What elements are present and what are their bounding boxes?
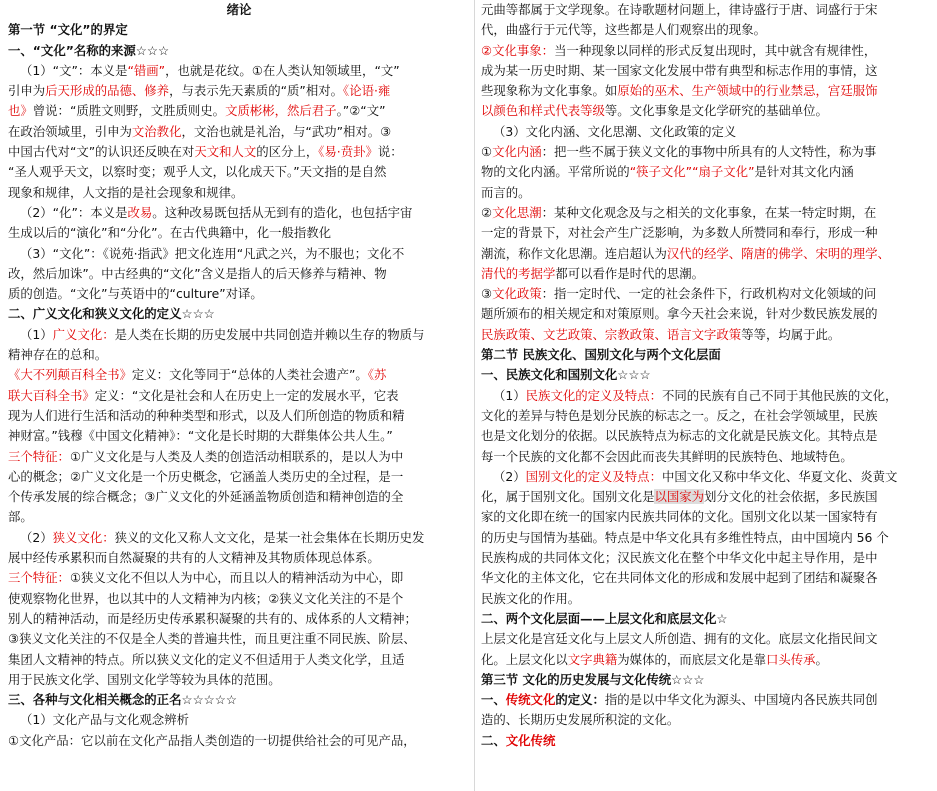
text-segment: 《易·贲卦》 (318, 144, 378, 160)
text-segment: 三个特征： (8, 570, 70, 586)
text-segment: 改易 (127, 204, 153, 220)
text-segment: 口头传承 (765, 651, 816, 667)
text-line (8, 589, 470, 609)
text-segment: 一、民族文化和国别文化☆☆☆ (481, 367, 651, 383)
text-segment: 别人的精神活动，而是经历史传承累积凝聚的共有的、成体系的人文精神； (8, 610, 417, 626)
text-segment: 《苏 (367, 367, 387, 383)
text-segment: ①广义文化是与人类及人类的创造活动相联系的，是以人为中 (69, 448, 404, 464)
text-segment: ③ (481, 286, 493, 302)
text-line (481, 0, 933, 20)
text-segment: 划分文化的社会依据，多民族国 (704, 489, 878, 505)
text-line (8, 142, 470, 162)
text-segment: “错画” (127, 62, 166, 78)
text-segment: 用于民族文化学、国别文化学等较为具体的范围。 (8, 671, 281, 687)
text-segment: 联大百科全书》 (8, 387, 95, 403)
text-segment: 中国文化又称中华文化、华夏文化、炎黄文 (661, 468, 898, 484)
text-segment: （3）文化内涵、文化思潮、文化政策的定义 (493, 123, 737, 139)
text-segment: 都可以看作是时代的思潮。 (555, 265, 705, 281)
text-line (8, 548, 470, 568)
text-line (481, 568, 933, 588)
text-segment: 传统文化 (505, 692, 556, 708)
text-line (8, 426, 470, 446)
text-segment: 文化思潮 (492, 204, 542, 220)
text-segment: 狭义的文化又称人文文化，是某一社会集体在长期历史发 (114, 529, 425, 545)
text-segment: 也》 (8, 103, 33, 119)
text-line (481, 223, 933, 243)
text-segment: 元曲等都属于文学现象。在诗歌题材问题上，律诗盛行于唐、词盛行于宋 (481, 2, 878, 17)
text-line (481, 731, 933, 751)
text-line (481, 528, 933, 548)
text-segment: 的区分上， (256, 144, 319, 160)
text-segment: 题所颁布的相关规定和对策原则。拿今天社会来说，针对少数民族发展的 (481, 306, 878, 322)
text-segment: 为媒体的，而底层文化是靠 (617, 651, 766, 667)
text-line (481, 162, 933, 182)
text-line (8, 690, 470, 710)
text-line (481, 81, 933, 101)
text-segment: 化，属于国别文化。国别文化是 (481, 489, 655, 505)
text-segment: 《论语·雍 (343, 83, 391, 99)
text-segment: 广义文化： (52, 326, 115, 342)
text-line (8, 365, 470, 385)
text-line (481, 20, 933, 40)
text-line (481, 487, 933, 507)
text-segment: （1） (493, 387, 526, 403)
text-segment: 二、广义文化和狭义文化的定义☆☆☆ (8, 306, 215, 322)
text-segment: （2） (20, 529, 53, 545)
text-segment: ，文治也就是礼治，与“武功”相对。③ (181, 123, 392, 139)
text-segment: 物的文化内涵。平常所说的 (481, 164, 630, 180)
text-segment: 不同的民族有自己不同于其他民族的文化， (661, 387, 898, 403)
text-line (8, 264, 470, 284)
text-segment: 民族文化的作用。 (481, 590, 581, 606)
text-segment: ①文化产品：它以前在文化产品指人类创造的一切提供给社会的可见产品， (8, 732, 416, 748)
text-segment: “圣人观乎天文，以察时变；观乎人文，以化成天下。”天文指的是自然 (8, 164, 387, 180)
text-line (481, 325, 933, 345)
text-segment: 是人类在长期的历史发展中共同创造并赖以生存的物质与 (114, 326, 425, 342)
text-segment: 第三节 文化的历史发展与文化传统☆☆☆ (481, 671, 705, 687)
text-segment: 家的文化即在统一的国家内民族共同体的文化。国别文化以某一国家特有 (481, 509, 878, 525)
text-segment: 曾说：“质胜文则野，文胜质则史。 (32, 103, 226, 119)
text-segment: 指的是以中华文化为源头、中国境内各民族共同创 (604, 692, 878, 708)
text-line (481, 264, 933, 284)
text-line (481, 589, 933, 609)
text-line (8, 20, 470, 40)
text-segment: ：指一定时代、一定的社会条件下，行政机构对文化领域的问 (541, 286, 877, 302)
text-segment: 汉代的经学、隋唐的佛学、宋明的理学、 (666, 245, 890, 261)
text-line (8, 244, 470, 264)
text-line (8, 528, 470, 548)
text-segment: 三、各种与文化相关概念的正名☆☆☆☆☆ (8, 692, 238, 708)
text-segment: 后天形成的品德、修养 (45, 83, 170, 99)
text-segment: 也是文化划分的依据。以民族特点为标志的文化就是民族文化。其特点是 (481, 428, 878, 444)
text-segment: 个传承发展的综合概念；③广义文化的外延涵盖物质创造和精神创造的全 (8, 489, 404, 505)
text-line (8, 487, 470, 507)
text-segment: 民族政策、文艺政策、宗教政策、语言文字政策 (481, 326, 742, 342)
text-segment: 现象和规律，人文指的是社会现象和规律。 (8, 184, 244, 200)
text-line (8, 710, 470, 730)
right-column (481, 0, 933, 791)
text-line (8, 41, 470, 61)
text-segment: 狭义文化： (52, 529, 115, 545)
text-segment: 的历史与国情为基础。特点是中华文化具有多维性特点，由中国境内 56 个 (481, 529, 889, 545)
text-segment: 造的、长期历史发展所积淀的文化。 (481, 712, 680, 728)
left-column (8, 0, 470, 791)
text-line (8, 568, 470, 588)
text-segment: 是针对其文化内涵 (754, 164, 854, 180)
text-line (481, 690, 933, 710)
text-segment: 原始的巫术、生产领域中的行业禁忌，宫廷服饰 (617, 83, 878, 99)
text-segment: ① (481, 144, 493, 160)
text-line (481, 101, 933, 121)
text-segment: 说： (377, 144, 403, 160)
text-segment: 文化的差异与特色是划分民族的标志之一。反之，在社会学领域里，民族 (481, 407, 878, 423)
text-line (481, 447, 933, 467)
text-segment: 当一种现象以同样的形式反复出现时，其中就含有规律性， (554, 42, 877, 58)
text-segment: 清代的考据学 (481, 265, 556, 281)
text-line (8, 183, 470, 203)
text-segment: 展中经传承累积而自然凝聚的共有的人文精神及其物质体现总体系。 (8, 550, 380, 566)
text-line (8, 284, 470, 304)
text-segment: 引申为 (8, 83, 46, 99)
text-segment: 一、“文化”名称的来源☆☆☆ (8, 42, 170, 58)
text-line (481, 284, 933, 304)
text-segment: 质的创造。“文化”与英语中的“culture”对译。 (8, 286, 263, 302)
text-segment: 部。 (8, 509, 33, 525)
column-divider (474, 0, 475, 791)
text-line (8, 122, 470, 142)
text-segment: 绪论 (226, 2, 252, 17)
text-segment: 的定义： (555, 692, 605, 708)
text-line (481, 244, 933, 264)
text-segment: 潮流，称作文化思潮。连启超认为 (481, 245, 667, 261)
text-segment: 国别文化的定义及特点： (525, 468, 662, 484)
text-segment: 改，然后加诛”。中古经典的“文化”含义是指人的后天修养与精神、物 (8, 265, 387, 281)
text-line (481, 609, 933, 629)
text-line (481, 650, 933, 670)
text-segment: （1） (20, 326, 53, 342)
text-line (481, 548, 933, 568)
text-line (8, 0, 470, 20)
text-segment: ③狭义文化关注的不仅是全人类的普遍共性，而且更注重不同民族、阶层、 (8, 631, 416, 647)
text-line (8, 507, 470, 527)
text-segment: ①狭义文化不但以人为中心，而且以人的精神活动为中心，即 (69, 570, 404, 586)
text-line (8, 304, 470, 324)
text-segment: ② (481, 204, 493, 220)
text-segment: 民族文化的定义及特点： (525, 387, 662, 403)
text-segment: 民族构成的共同体文化；汉民族文化在整个中华文化中起主导作用，是中 (481, 550, 878, 566)
text-segment: （1）文化产品与文化观念辨析 (20, 712, 189, 728)
text-segment: 二、 (481, 732, 506, 748)
text-segment: 文质彬彬，然后君子 (225, 103, 337, 119)
text-segment: 代，曲盛行于元代等，这些都是人们观察出的现象。 (481, 22, 766, 38)
text-line (8, 81, 470, 101)
text-segment: 第一节 “文化”的界定 (8, 22, 128, 38)
text-line (8, 650, 470, 670)
text-line (8, 670, 470, 690)
text-line (8, 467, 470, 487)
text-line (8, 406, 470, 426)
text-segment: 等等，均属于此。 (741, 326, 841, 342)
text-segment: 《大不列颠百科全书》 (8, 367, 132, 383)
text-segment: 文化内涵 (492, 144, 542, 160)
text-segment: 等。文化事象是文化学研究的基础单位。 (604, 103, 828, 119)
text-line (481, 365, 933, 385)
text-segment: 一定的背景下，对社会产生广泛影响，为多数人所赞同和奉行，形成一种 (481, 225, 878, 241)
text-line (481, 710, 933, 730)
text-line (8, 345, 470, 365)
text-line (481, 467, 933, 487)
text-line (481, 183, 933, 203)
text-segment: 现为人们进行生活和活动的种种类型和形式，以及人们所创造的物质和精 (8, 407, 405, 423)
text-segment: （1）“文”：本义是 (20, 62, 128, 78)
text-line (481, 629, 933, 649)
text-segment: 一、 (481, 692, 506, 708)
text-line (8, 629, 470, 649)
text-segment: 化。上层文化以 (481, 651, 568, 667)
text-line (481, 41, 933, 61)
text-segment: 使观察物化世界，也以其中的人文精神为内核；②狭义文化关注的不是个 (8, 590, 404, 606)
text-segment: 生成以后的“演化”和“分化”。在古代典籍中，化一般指教化 (8, 225, 332, 241)
text-segment: 心的概念；②广义文化是一个历史概念，它涵盖人类历史的全过程，是一 (8, 468, 404, 484)
text-segment: （2）“化”：本义是 (20, 204, 128, 220)
text-segment: 集团人文精神的特点。所以狭义文化的定义不但适用于人类文化学，且适 (8, 651, 405, 667)
text-segment: 二、两个文化层面——上层文化和底层文化☆ (481, 610, 728, 626)
text-segment: 神财富。”钱穆《中国文化精神》：“文化是长时期的大群集体公共人生。” (8, 428, 393, 444)
text-segment: 文治教化 (131, 123, 182, 139)
text-line (481, 122, 933, 142)
text-line (8, 447, 470, 467)
text-segment: 三个特征： (8, 448, 70, 464)
text-line (8, 203, 470, 223)
text-segment: ：某种文化观念及与之相关的文化事象，在某一特定时期，在 (541, 204, 877, 220)
text-segment: 中国古代对“文”的认识还反映在对 (8, 144, 195, 160)
text-line (481, 345, 933, 365)
text-line (481, 142, 933, 162)
text-segment: 每一个民族的文化都不会因此而丧失其鲜明的民族特色、地域特色。 (481, 448, 853, 464)
text-line (481, 386, 933, 406)
text-line (8, 731, 470, 751)
text-segment: ②文化事象： (481, 42, 555, 58)
text-line (481, 507, 933, 527)
text-line (8, 61, 470, 81)
text-line (481, 304, 933, 324)
text-segment: ，与表示先天素质的“质”相对。 (169, 83, 343, 99)
text-segment: “筷子文化”“扇子文化” (629, 164, 755, 180)
text-segment: 定义：“文化是社会和人在历史上一定的发展水平，它表 (94, 387, 399, 403)
text-segment: 在政治领域里，引申为 (8, 123, 132, 139)
text-line (8, 609, 470, 629)
text-segment: 精神存在的总和。 (8, 347, 108, 363)
text-segment: 而言的。 (481, 184, 531, 200)
text-segment: 华文化的主体文化，它在共同体文化的形成和发展中起到了团结和凝聚各 (481, 570, 878, 586)
text-line (8, 223, 470, 243)
text-segment: 上层文化是宫廷文化与上层文人所创造、拥有的文化。底层文化指民间文 (481, 631, 878, 647)
text-line (8, 325, 470, 345)
text-segment: 定义：文化等同于“总体的人类社会遗产”。 (131, 367, 368, 383)
text-line (481, 203, 933, 223)
text-segment: 文化传统 (505, 732, 556, 748)
text-segment: 天文和人文 (194, 144, 257, 160)
text-segment: （3）“文化”：《说苑·指武》把文化连用“凡武之兴，为不服也；文化不 (20, 245, 405, 261)
text-segment: 文化政策 (492, 286, 542, 302)
text-segment: 些现象称为文化事象。如 (481, 83, 618, 99)
text-line (8, 101, 470, 121)
text-segment: ：把一些不属于狭义文化的事物中所具有的人文特性，称为事 (541, 144, 877, 160)
text-line (481, 406, 933, 426)
text-segment: ，也就是花纹。①在人类认知领域里，“文” (165, 62, 400, 78)
text-segment: 。”②“文” (336, 103, 386, 119)
text-segment: 以国家为 (654, 489, 705, 505)
text-line (8, 386, 470, 406)
text-line (481, 426, 933, 446)
text-segment: 。这种改易既包括从无到有的造化，也包括宇宙 (152, 204, 413, 220)
text-segment: 以颜色和样式代表等级 (481, 103, 605, 119)
text-line (481, 61, 933, 81)
text-segment: 文字典籍 (567, 651, 618, 667)
text-line (481, 670, 933, 690)
text-segment: 第二节 民族文化、国别文化与两个文化层面 (481, 347, 721, 363)
text-segment: 。 (815, 651, 828, 667)
text-segment: （2） (493, 468, 526, 484)
text-line (8, 162, 470, 182)
text-segment: 成为某一历史时期、某一国家文化发展中带有典型和标志作用的事情，这 (481, 62, 878, 78)
